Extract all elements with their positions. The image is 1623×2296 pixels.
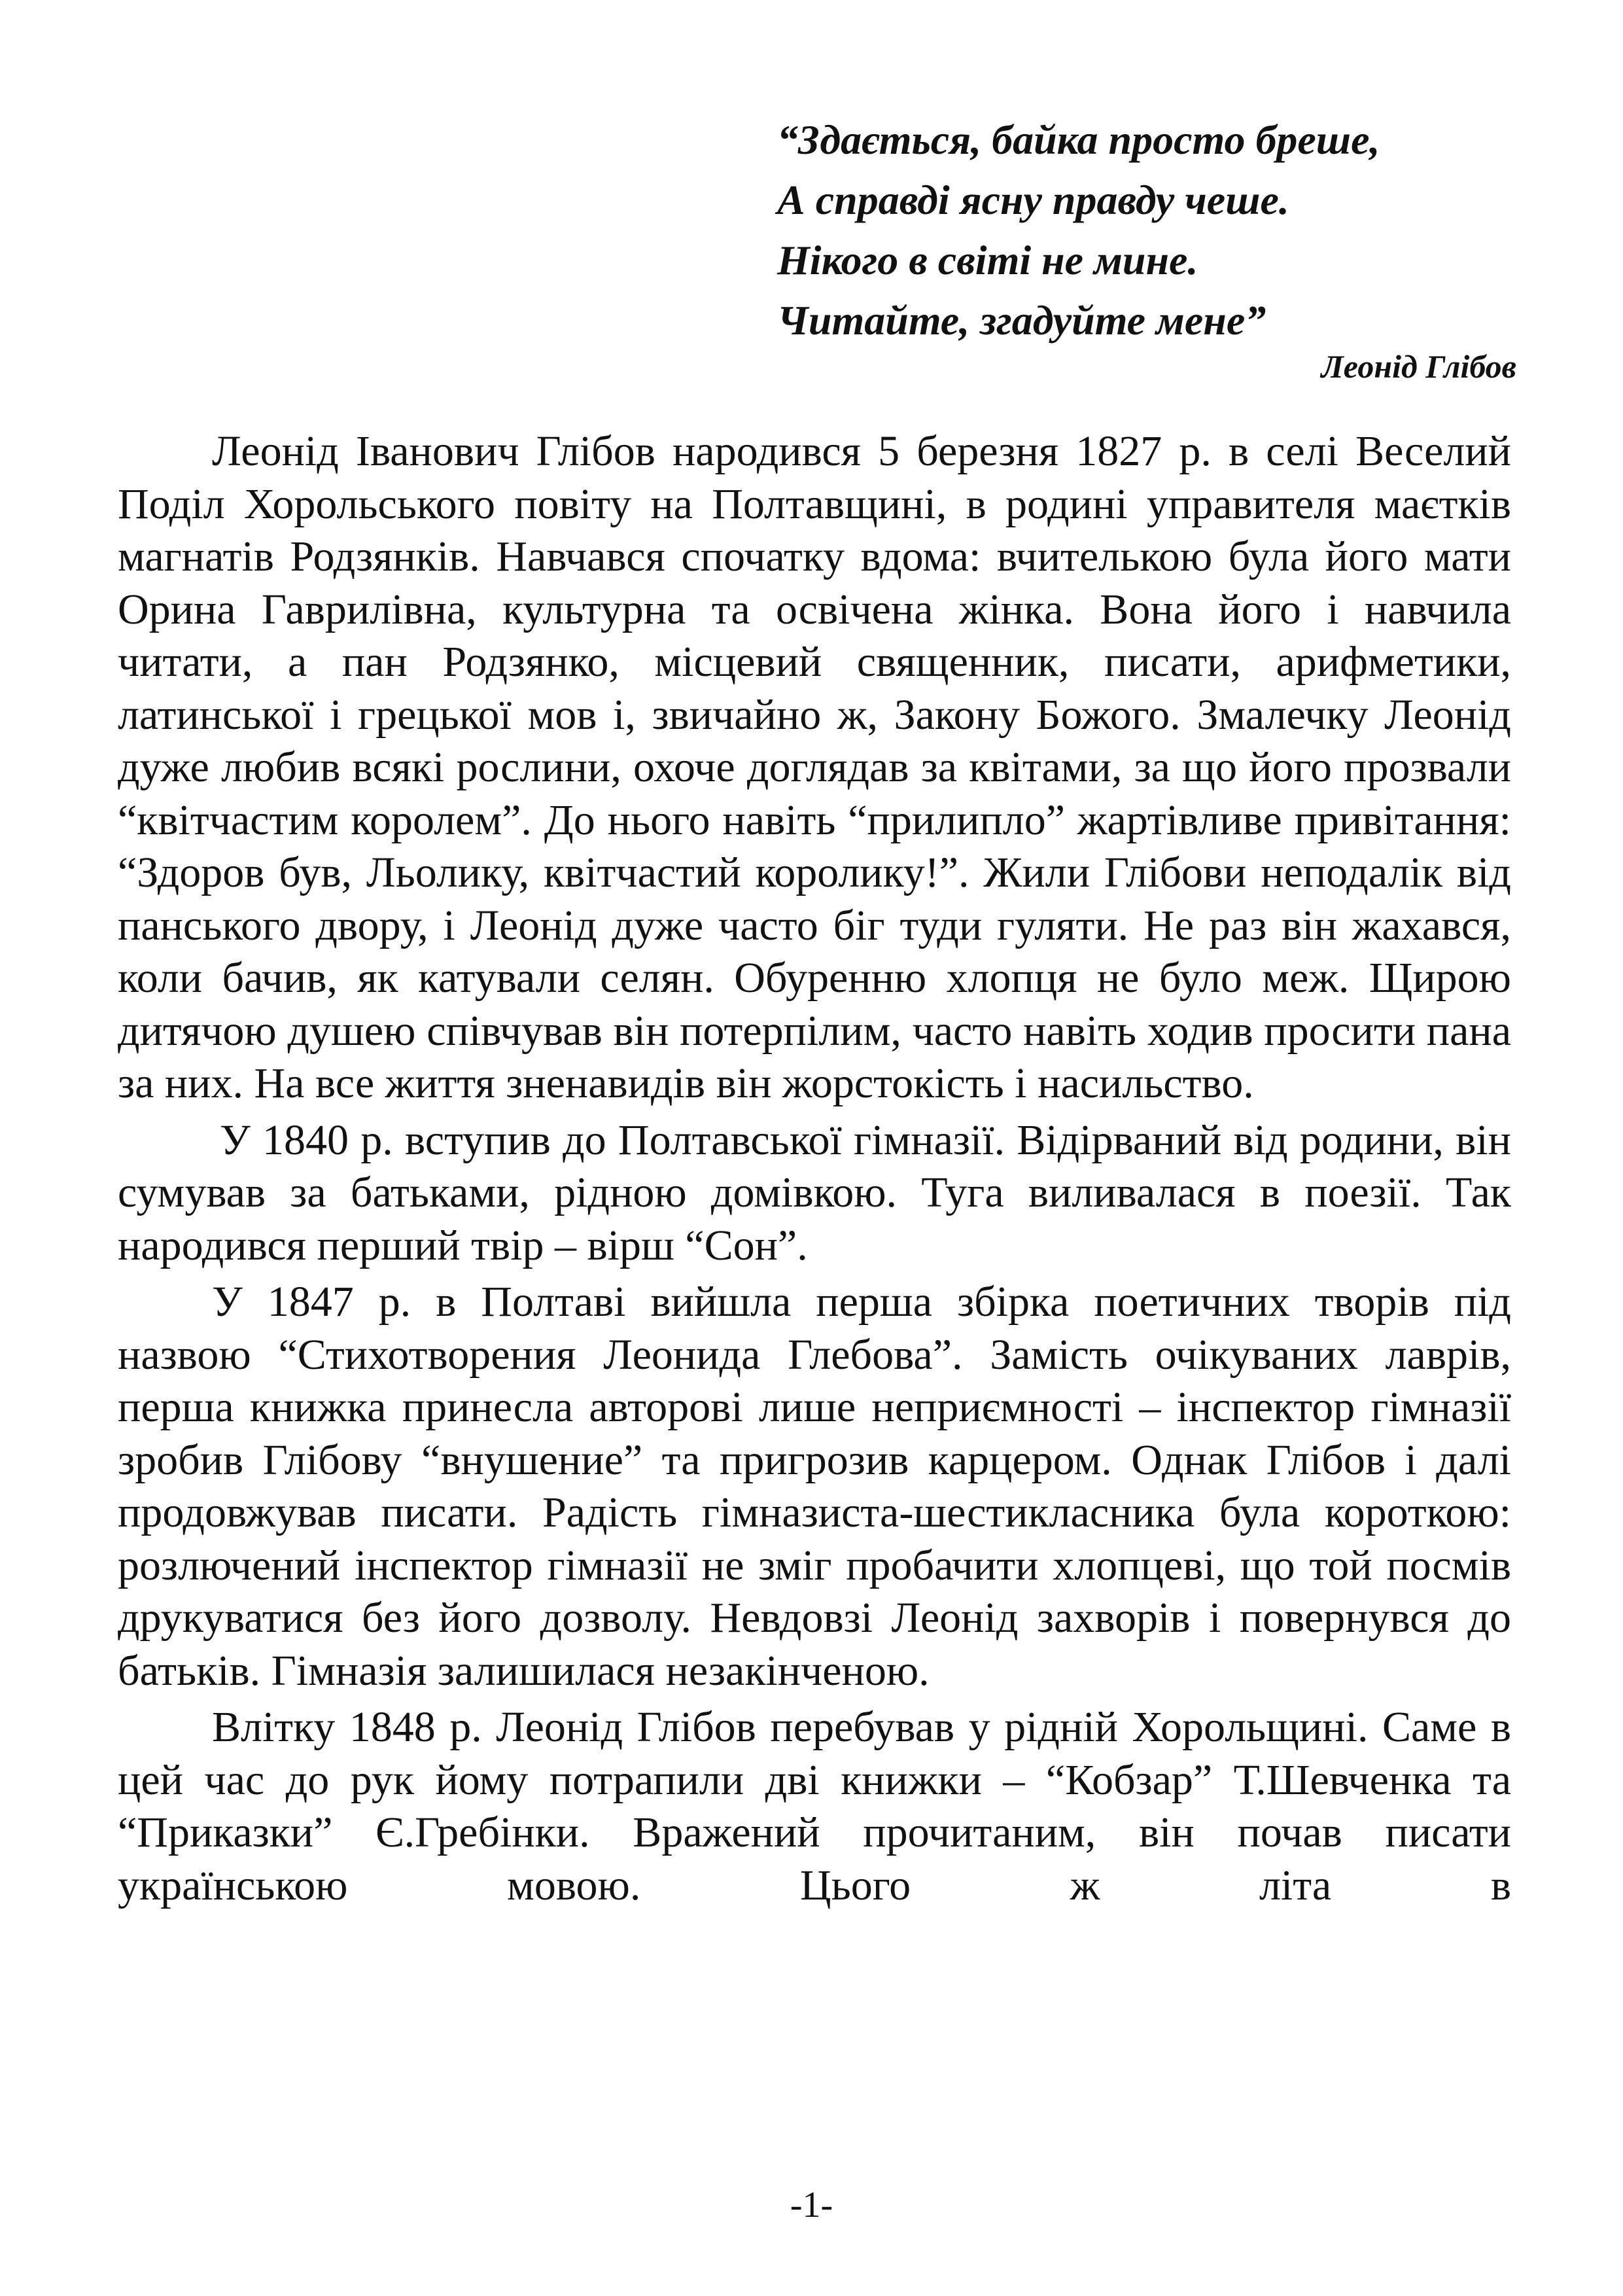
epigraph-author: Леонід Глібов	[1321, 348, 1516, 385]
epigraph-line: Нікого в світі не мине.	[777, 237, 1198, 283]
page-number: -1-	[790, 2185, 833, 2225]
epigraph	[777, 110, 1516, 386]
epigraph-line: “Здається, байка просто бреше,	[777, 116, 1380, 163]
paragraph: У 1840 р. вступив до Полтавської гімназії. Відірваний від родини, він сумував за батьками, рідною домівкою. Туга виливалася в поезії. Так народився перший твір – вірш “Сон”.	[118, 1116, 1511, 1269]
paragraph: Влітку 1848 р. Леонід Глібов перебував у рідній Хорольщині. Саме в цей час до рук йому потрапили дві книжки – “Кобзар” Т.Шевченка та “Приказки” Є.Гребінки. Вражений прочитаним, він почав писати українською мовою. Цього ж літа в	[118, 1703, 1511, 1909]
paragraph: Леонід Іванович Глібов народився 5 березня 1827 р. в селі Веселий Поділ Хорольського повіту на Полтавщині, в родині управителя маєтків магнатів Родзянків. Навчався спочатку вдома: вчителькою була його мати Орина Гаврилівна, культурна та освічена жінка. Вона його і навчила читати, а пан Родзянко, місцевий священник, писати, арифметики, латинської і грецької мов і, звичайно ж, Закону Божого. Змалечку Леонід дуже любив всякі рослини, охоче доглядав за квітами, за що його прозвали “квітчастим королем”. До нього навіть “прилипло” жартівливе привітання: “Здоров був, Льолику, квітчастий королику!”. Жили Глібови неподалік від панського двору, і Леонід дуже часто біг туди гуляти. Не раз він жахався, коли бачив, як катували селян. Обуренню хлопця не було меж. Щирою дитячою душею співчував він потерпілим, часто навіть ходив просити пана за них. На все життя зненавидів він жорстокість і насильство.	[118, 427, 1511, 1107]
paragraph: У 1847 р. в Полтаві вийшла перша збірка поетичних творів під назвою “Стихотворения Леонида Глебова”. Замість очікуваних лаврів, перша книжка принесла авторові лише неприємності – інспектор гімназії зробив Глібову “внушение” та пригрозив карцером. Однак Глібов і далі продовжував писати. Радість гімназиста-шестикласника була короткою: розлючений інспектор гімназії не зміг пробачити хлопцеві, що той посмів друкуватися без його дозволу. Невдовзі Леонід захворів і повернувся до батьків. Гімназія залишилася незакінченою.	[118, 1278, 1511, 1695]
epigraph-line: Читайте, згадуйте мене”	[777, 297, 1266, 344]
epigraph-line: А справді ясну правду чеше.	[777, 177, 1289, 223]
body-text	[118, 425, 1511, 1916]
